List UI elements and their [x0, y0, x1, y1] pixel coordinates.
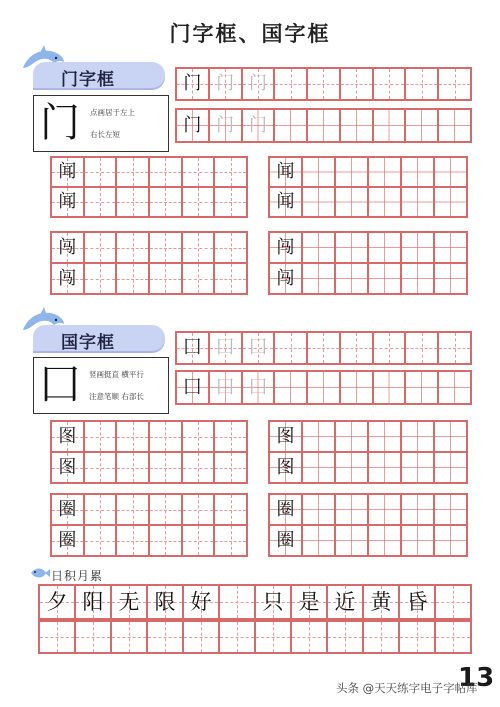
practice-character: 闻	[276, 191, 295, 212]
trace-character: 门	[183, 114, 202, 136]
practice-character: 圈	[276, 529, 295, 551]
section-header-label: 门字框	[61, 70, 115, 90]
practice-grid	[50, 420, 248, 484]
poem-grid	[38, 584, 472, 620]
poem-character: 黄	[370, 589, 392, 614]
model-character-box	[33, 95, 169, 152]
trace-grid	[175, 370, 472, 405]
poem-character: 只	[262, 589, 284, 614]
watermark: 头条 @天天练字电子字帖库	[336, 681, 478, 695]
poem-character: 昏	[406, 589, 428, 614]
poem-character: 无	[118, 589, 140, 614]
poem-character: 限	[154, 589, 176, 614]
poem-character: 夕	[46, 589, 68, 614]
trace-character: 门	[248, 73, 267, 94]
poem-character: 近	[334, 589, 356, 614]
practice-grid	[50, 156, 248, 218]
poem-character: 好	[190, 589, 212, 614]
section-header-label: 国字框	[61, 333, 115, 353]
section-guo	[0, 300, 500, 560]
practice-character: 圈	[58, 498, 77, 520]
trace-character: 门	[216, 114, 235, 136]
practice-grid	[268, 493, 468, 557]
section-men	[0, 0, 500, 310]
trace-character: 囗	[183, 337, 202, 358]
writing-note: 注意笔顺 右部长	[89, 392, 144, 401]
practice-character: 闯	[276, 236, 295, 258]
practice-grid	[50, 231, 248, 295]
practice-grid	[268, 156, 468, 218]
section-header-banner	[33, 325, 165, 351]
poem-practice-grid	[38, 620, 472, 654]
practice-character: 闻	[58, 191, 77, 212]
daily-label: 日积月累	[51, 569, 104, 583]
model-character: 门	[40, 100, 80, 146]
trace-character: 门	[183, 73, 202, 94]
trace-character: 囗	[248, 337, 267, 358]
trace-grid	[175, 108, 472, 143]
trace-grid	[175, 331, 472, 365]
practice-character: 闯	[276, 267, 295, 289]
practice-grid	[50, 493, 248, 557]
practice-grid	[268, 420, 468, 484]
practice-character: 圈	[276, 498, 295, 520]
page-number: 13	[458, 663, 495, 693]
practice-character: 闯	[58, 267, 77, 289]
trace-character: 囗	[248, 376, 267, 398]
trace-character: 门	[216, 73, 235, 94]
practice-grid	[268, 231, 468, 295]
practice-character: 图	[58, 456, 77, 478]
model-character: 囗	[40, 362, 80, 408]
trace-character: 门	[248, 114, 267, 136]
trace-character: 囗	[216, 337, 235, 358]
practice-character: 图	[276, 456, 295, 478]
model-character-box	[33, 357, 169, 414]
writing-note: 点画居于左上	[90, 108, 135, 117]
poem-character: 是	[298, 589, 320, 614]
writing-note: 竖画挺直 横平行	[89, 370, 144, 379]
trace-character: 囗	[216, 376, 235, 398]
practice-character: 圈	[58, 529, 77, 551]
writing-note: 右长左短	[90, 130, 120, 139]
poem-character: 阳	[82, 589, 104, 614]
section-header-banner	[33, 62, 165, 88]
practice-character: 图	[58, 425, 77, 447]
practice-character: 闯	[58, 236, 77, 258]
page-title: 门字框、国字框	[169, 22, 331, 46]
fish-icon	[30, 566, 50, 580]
practice-character: 图	[276, 425, 295, 447]
practice-character: 闻	[276, 161, 295, 182]
trace-grid	[175, 67, 472, 101]
trace-character: 囗	[183, 376, 202, 398]
practice-character: 闻	[58, 161, 77, 182]
